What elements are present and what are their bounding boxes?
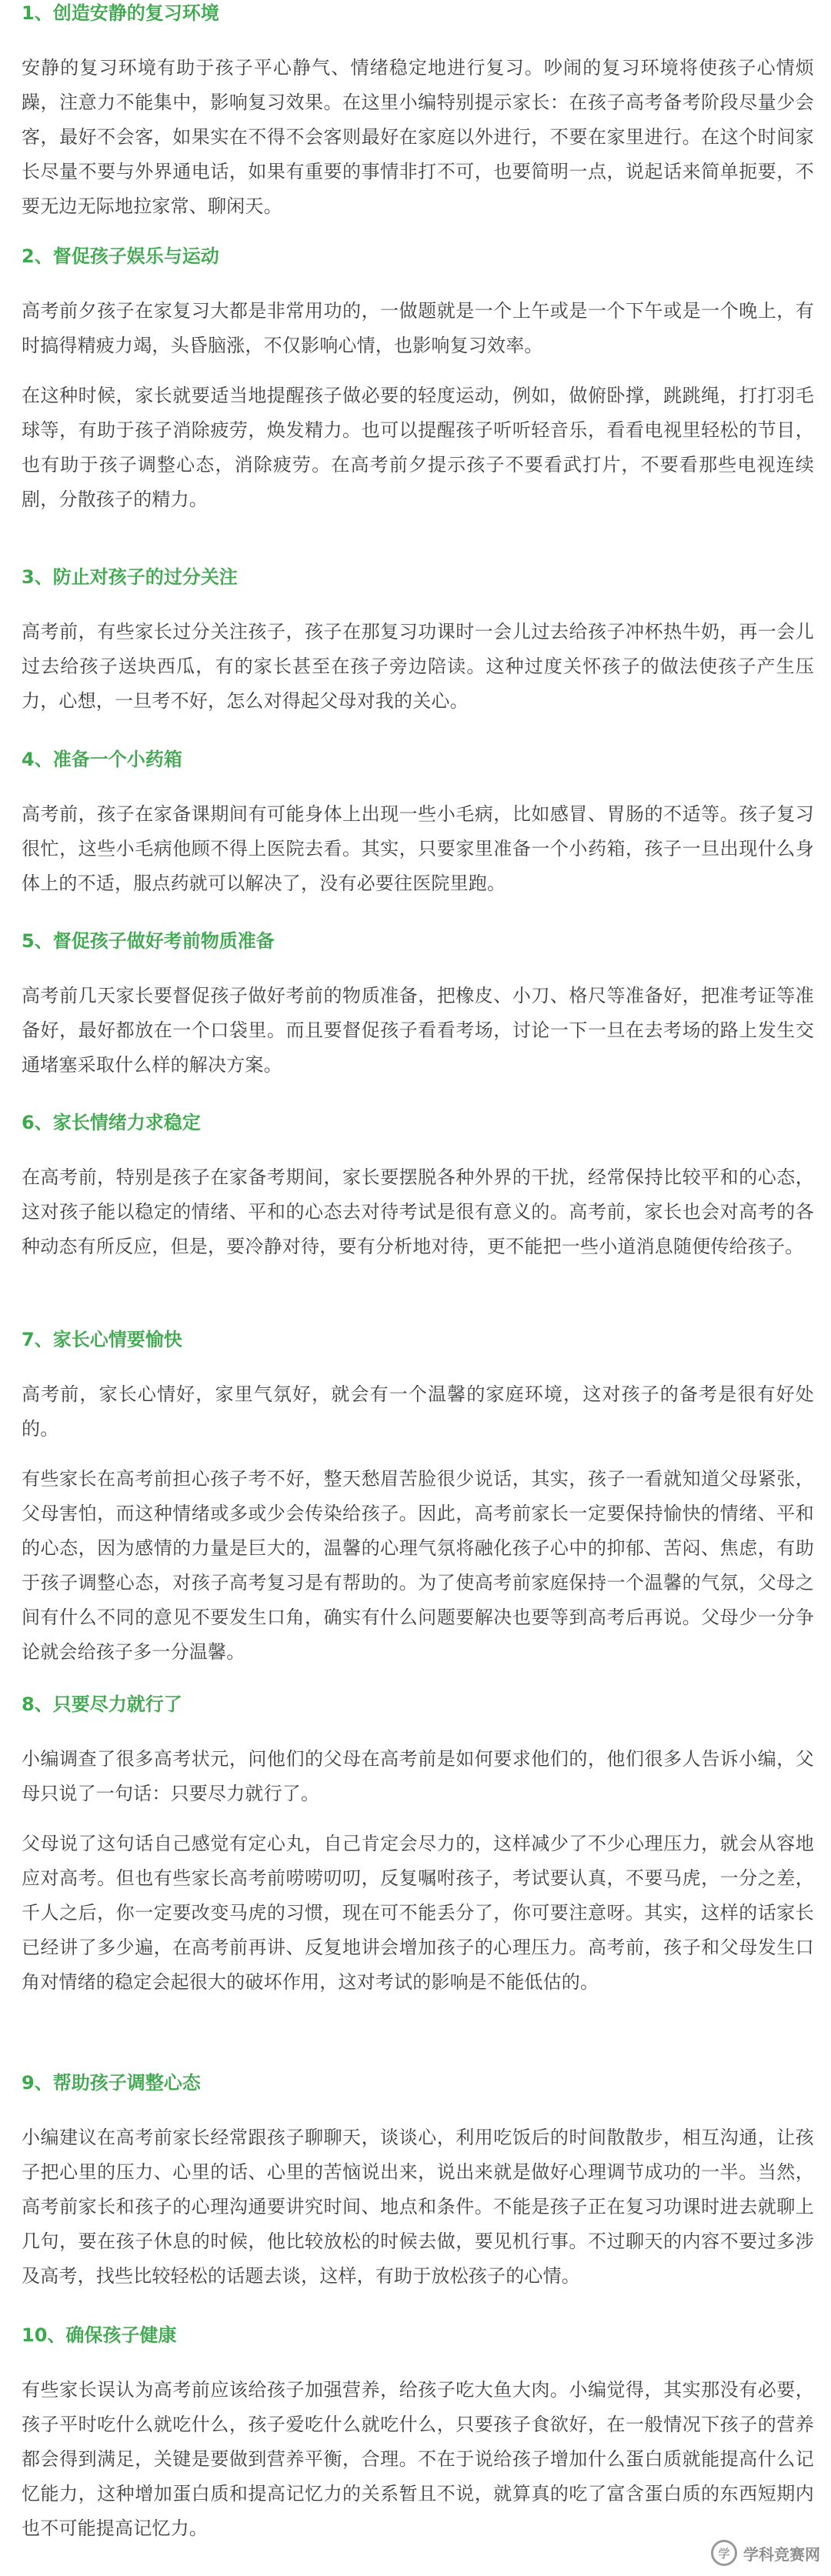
section-heading: 8、只要尽力就行了: [22, 1693, 182, 1715]
section-heading: 3、防止对孩子的过分关注: [22, 566, 238, 588]
section-paragraph: 安静的复习环境有助于孩子平心静气、情绪稳定地进行复习。吵闹的复习环境将使孩子心情烦躁，注意力不能集中，影响复习效果。在这里小编特别提示家长：在孩子高考备考阶段尽量少会客，最好不会客，如果实在不得不会客则最好在家庭以外进行，不要在家里进行。在这个时间家长尽量不要与外界通电话，如果有重要的事情非打不可，也要简明一点，说起话来简单扼要，不要无边无际地拉家常、聊闲天。: [22, 57, 814, 217]
section-paragraph: 高考前，有些家长过分关注孩子，孩子在那复习功课时一会儿过去给孩子冲杯热牛奶，再一会儿过去给孩子送块西瓜，有的家长甚至在孩子旁边陪读。这种过度关怀孩子的做法使孩子产生压力，心想，一旦考不好，怎么对得起父母对我的关心。: [22, 621, 814, 712]
section-7: [22, 1328, 814, 1670]
watermark-text: 学科竞赛网: [743, 2544, 820, 2564]
section-heading: 5、督促孩子做好考前物质准备: [22, 930, 275, 952]
section-paragraph: 高考前几天家长要督促孩子做好考前的物质准备，把橡皮、小刀、格尺等准备好，把准考证等准备好，最好都放在一个口袋里。而且要督促孩子看看考场，讨论一下一旦在去考场的路上发生交通堵塞采取什么样的解决方案。: [22, 985, 814, 1076]
section-paragraph: 在这种时候，家长就要适当地提醒孩子做必要的轻度运动，例如，做俯卧撑，跳跳绳，打打羽毛球等，有助于孩子消除疲劳，焕发精力。也可以提醒孩子听听轻音乐，看看电视里轻松的节目，也有助于孩子调整心态，消除疲劳。在高考前夕提示孩子不要看武打片，不要看那些电视连续剧，分散孩子的精力。: [22, 385, 814, 510]
watermark: [711, 2536, 820, 2570]
section-heading: 4、准备一个小药箱: [22, 749, 182, 770]
section-9: [22, 2071, 814, 2294]
section-heading: 2、督促孩子娱乐与运动: [22, 245, 219, 267]
section-heading: 6、家长情绪力求稳定: [22, 1112, 201, 1133]
section-heading: 7、家长心情要愉快: [22, 1329, 182, 1350]
section-paragraph: 小编建议在高考前家长经常跟孩子聊聊天，谈谈心，利用吃饭后的时间散散步，相互沟通，让孩子把心里的压力、心里的话、心里的苦恼说出来，说出来就是做好心理调节成功的一半。当然，高考前家长和孩子的心理沟通要讲究时间、地点和条件。不能是孩子正在复习功课时进去就聊上几句，要在孩子休息的时候，他比较放松的时候去做，要见机行事。不过聊天的内容不要过多涉及高考，找些比较轻松的话题去谈，这样，有助于放松孩子的心情。: [22, 2127, 814, 2287]
section-5: [22, 929, 814, 1083]
section-8: [22, 1693, 814, 2000]
section-paragraph: 小编调查了很多高考状元，问他们的父母在高考前是如何要求他们的，他们很多人告诉小编，父母只说了一句话：只要尽力就行了。: [22, 1748, 814, 1804]
section-paragraph: 高考前，孩子在家备课期间有可能身体上出现一些小毛病，比如感冒、胃肠的不适等。孩子复习很忙，这些小毛病他顾不得上医院去看。其实，只要家里准备一个小药箱，孩子一旦出现什么身体上的不适，服点药就可以解决了，没有必要往医院里跑。: [22, 803, 814, 894]
section-paragraph: 在高考前，特别是孩子在家备考期间，家长要摆脱各种外界的干扰，经常保持比较平和的心态，这对孩子能以稳定的情绪、平和的心态去对待考试是很有意义的。高考前，家长也会对高考的各种动态有所反应，但是，要冷静对待，要有分析地对待，更不能把一些小道消息随便传给孩子。: [22, 1166, 814, 1257]
section-paragraph: 有些家长在高考前担心孩子考不好，整天愁眉苦脸很少说话，其实，孩子一看就知道父母紧张，父母害怕，而这种情绪或多或少会传染给孩子。因此，高考前家长一定要保持愉快的情绪、平和的心态，因为感情的力量是巨大的，温馨的心理气氛将融化孩子心中的抑郁、苦闷、焦虑，有助于孩子调整心态，对孩子高考复习是有帮助的。为了使高考前家庭保持一个温馨的气氛，父母之间有什么不同的意见不要发生口角，确实有什么问题要解决也要等到高考后再说。父母少一分争论就会给孩子多一分温馨。: [22, 1468, 814, 1663]
section-heading: 9、帮助孩子调整心态: [22, 2072, 201, 2094]
section-2: [22, 245, 814, 517]
watermark-logo-icon: 学: [711, 2540, 737, 2566]
section-heading: 1、创造安静的复习环境: [22, 2, 219, 24]
section-paragraph: 父母说了这句话自己感觉有定心丸，自己肯定会尽力的，这样减少了不少心理压力，就会从容地应对高考。但也有些家长高考前唠唠叨叨，反复嘱咐孩子，考试要认真，不要马虎，一分之差，千人之后，你一定要改变马虎的习惯，现在可不能丢分了，你可要注意呀。其实，这样的话家长已经讲了多少遍，在高考前再讲、反复地讲会增加孩子的心理压力。高考前，孩子和父母发生口角对情绪的稳定会起很大的破坏作用，这对考试的影响是不能低估的。: [22, 1833, 814, 1993]
section-4: [22, 748, 814, 901]
section-paragraph: 有些家长误认为高考前应该给孩子加强营养，给孩子吃大鱼大肉。小编觉得，其实那没有必要，孩子平时吃什么就吃什么，孩子爱吃什么就吃什么，只要孩子食欲好，在一般情况下孩子的营养都会得到满足，关键是要做到营养平衡，合理。不在于说给孩子增加什么蛋白质就能提高什么记忆能力，这种增加蛋白质和提高记忆力的关系暂且不说，就算真的吃了富含蛋白质的东西短期内也不可能提高记忆力。: [22, 2379, 814, 2539]
section-6: [22, 1111, 814, 1264]
section-paragraph: 高考前夕孩子在家复习大都是非常用功的，一做题就是一个上午或是一个下午或是一个晚上，有时搞得精疲力竭，头昏脑涨，不仅影响心情，也影响复习效率。: [22, 300, 814, 356]
section-paragraph: 高考前，家长心情好，家里气氛好，就会有一个温馨的家庭环境，这对孩子的备考是很有好处的。: [22, 1383, 814, 1440]
section-heading: 10、确保孩子健康: [22, 2324, 177, 2346]
section-1: [22, 2, 814, 224]
section-3: [22, 566, 814, 719]
section-10: [22, 2324, 814, 2546]
